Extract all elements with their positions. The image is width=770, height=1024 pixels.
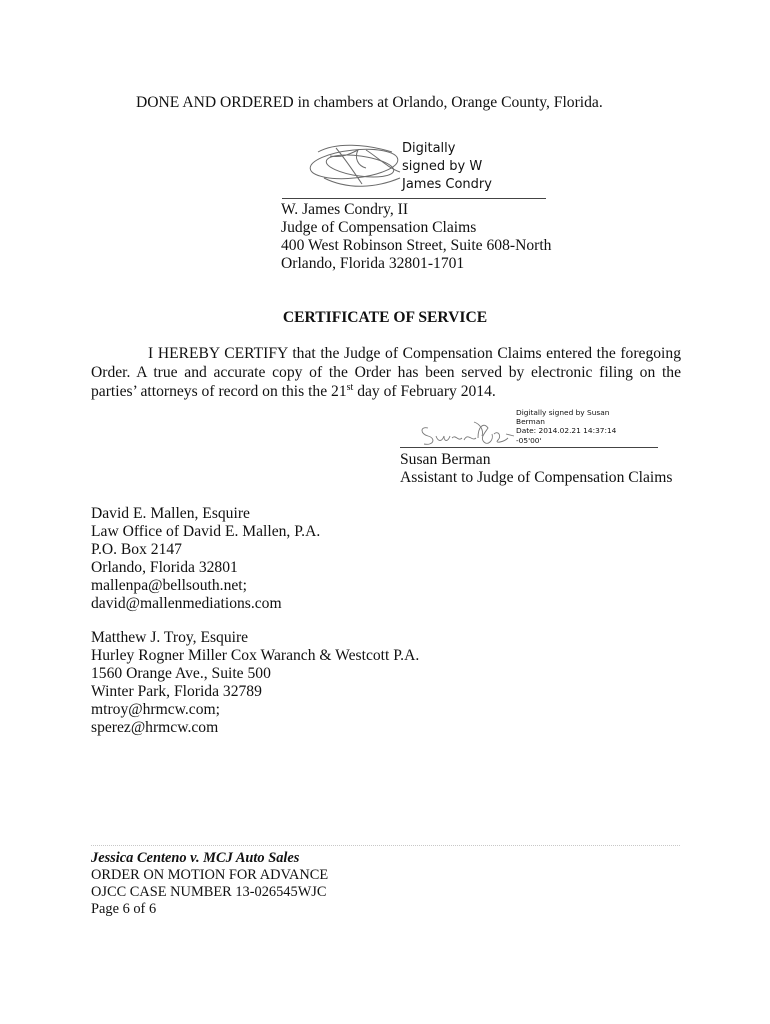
recipient-address-line: Winter Park, Florida 32789 [91,683,262,700]
service-recipient-block [91,505,320,613]
assistant-signature-image [414,412,516,452]
page-footer [91,850,328,918]
recipient-firm: Hurley Rogner Miller Cox Waranch & Westcott P.A. [91,647,420,664]
judge-city: Orlando, Florida 32801-1701 [281,255,465,272]
recipient-address-line: P.O. Box 2147 [91,541,182,558]
assistant-signature-line [400,447,658,448]
certificate-paragraph [91,344,681,401]
certificate-text: I HEREBY CERTIFY that the Judge of Compensation Claims entered the foregoing Order. A true and accurate copy of the Order has been served by electronic filing on the parties’ attorneys of record on this the 21 [91,345,681,400]
assistant-stamp-line: Berman [516,417,545,427]
recipient-email: mallenpa@bellsouth.net; [91,577,247,594]
recipient-email: david@mallenmediations.com [91,595,282,612]
footer-page-number: Page 6 of 6 [91,901,157,917]
order-closing-line: DONE AND ORDERED in chambers at Orlando, Orange County, Florida. [136,94,603,111]
footer-case-number: OJCC CASE NUMBER 13-026545WJC [91,884,327,900]
footer-divider [91,845,680,846]
service-recipient-block [91,629,419,737]
recipient-email: sperez@hrmcw.com [91,719,219,736]
judge-stamp-line: James Condry [402,177,492,192]
day-suffix: st [346,382,354,393]
assistant-signature-stamp [516,408,616,445]
assistant-stamp-line: Digitally signed by Susan [516,408,610,417]
certificate-text-end: day of February 2014. [353,383,496,400]
judge-stamp-line: Digitally [402,141,456,156]
recipient-email: mtroy@hrmcw.com; [91,701,220,718]
certificate-title: CERTIFICATE OF SERVICE [282,309,488,326]
footer-order-name: ORDER ON MOTION FOR ADVANCE [91,867,329,883]
judge-stamp-line: signed by W [402,159,483,174]
assistant-block [400,451,672,487]
recipient-address-line: 1560 Orange Ave., Suite 500 [91,665,271,682]
assistant-title: Assistant to Judge of Compensation Claims [400,469,673,486]
judge-signature-stamp [402,140,492,194]
assistant-stamp-line: Date: 2014.02.21 14:37:14 [516,426,617,436]
footer-case-title: Jessica Centeno v. MCJ Auto Sales [91,850,300,866]
judge-title: Judge of Compensation Claims [281,219,477,236]
judge-name: W. James Condry, II [281,201,409,218]
judge-block [281,201,551,273]
recipient-name: David E. Mallen, Esquire [91,505,250,522]
judge-street: 400 West Robinson Street, Suite 608-North [281,237,552,254]
recipient-address-line: Orlando, Florida 32801 [91,559,238,576]
recipient-name: Matthew J. Troy, Esquire [91,629,249,646]
judge-signature-line [282,198,546,199]
assistant-name: Susan Berman [400,451,491,468]
recipient-firm: Law Office of David E. Mallen, P.A. [91,523,321,540]
assistant-stamp-line: -05'00' [516,435,542,445]
